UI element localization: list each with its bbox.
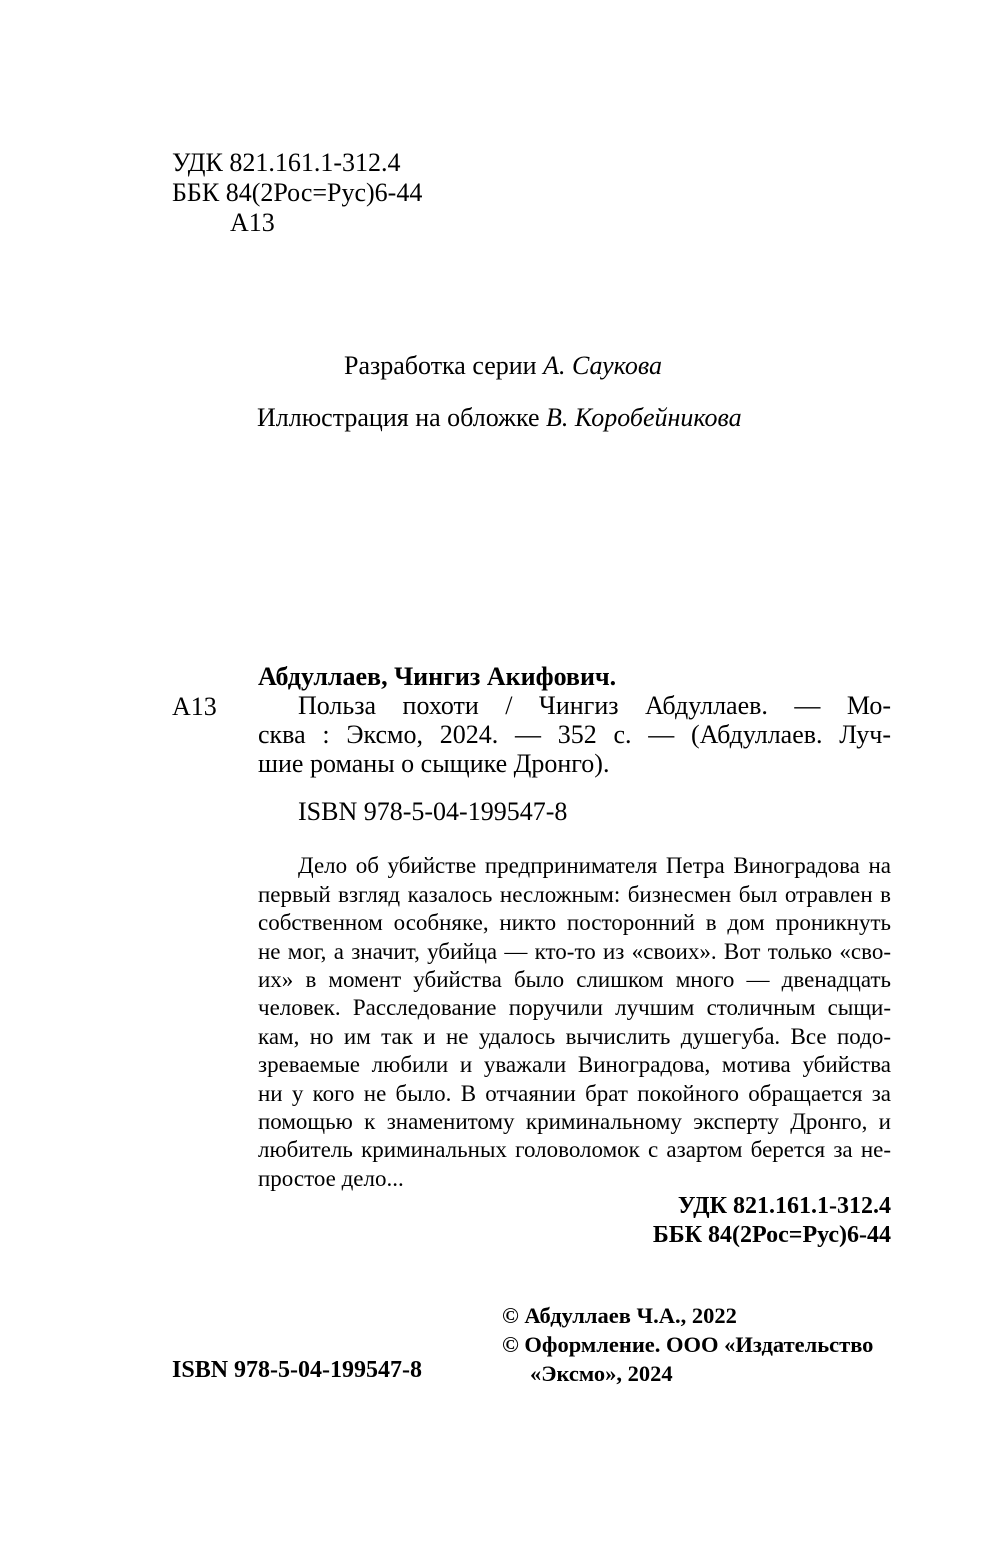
bbk-code-bold: ББК 84(2Рос=Рус)6-44 bbox=[652, 1222, 891, 1248]
udk-code-bold: УДК 821.161.1-312.4 bbox=[677, 1193, 891, 1219]
annotation-line-7: кам, но им так и не удалось вычислить душегуба. Все подо- bbox=[258, 1024, 891, 1049]
series-credit-author: А. Саукова bbox=[543, 351, 662, 380]
isbn-bottom: ISBN 978-5-04-199547-8 bbox=[172, 1357, 422, 1383]
series-credit bbox=[344, 351, 662, 381]
annotation-line-4: не мог, а значит, убийца — кто-то из «своих». Вот только «сво- bbox=[258, 939, 891, 964]
annotation-line-2: первый взгляд казалось несложным: бизнесмен был отравлен в bbox=[258, 882, 891, 907]
annotation-line-8: зреваемые любили и уважали Виноградова, мотива убийства bbox=[258, 1052, 891, 1077]
annotation-line-6: человек. Расследование поручили лучшим столичным сыщи- bbox=[258, 995, 891, 1020]
annotation-line-9: ни у кого не было. В отчаянии брат покойного обращается за bbox=[258, 1081, 891, 1106]
series-credit-prefix: Разработка серии bbox=[344, 351, 544, 380]
bib-line-2: сква : Эксмо, 2024. — 352 с. — (Абдуллаев. Луч- bbox=[258, 720, 891, 749]
copyright-author: © Абдуллаев Ч.А., 2022 bbox=[502, 1303, 737, 1328]
cover-credit-prefix: Иллюстрация на обложке bbox=[257, 403, 547, 432]
annotation-line-11: любитель криминальных головоломок с азартом берется за не- bbox=[258, 1137, 891, 1162]
annotation-line-5: их» в момент убийства было слишком много — двенадцать bbox=[258, 967, 891, 992]
author-sign: А13 bbox=[230, 208, 275, 237]
bib-margin-code: А13 bbox=[172, 692, 217, 721]
cover-credit bbox=[257, 403, 742, 433]
annotation-line-12: простое дело... bbox=[258, 1166, 404, 1191]
udk-code: УДК 821.161.1-312.4 bbox=[172, 148, 401, 177]
bib-isbn: ISBN 978-5-04-199547-8 bbox=[298, 797, 568, 826]
annotation-line-10: помощью к знаменитому криминальному эксперту Дронго, и bbox=[258, 1109, 891, 1134]
copyright-design: © Оформление. ООО «Издательство bbox=[502, 1332, 874, 1357]
cover-credit-author: В. Коробейникова bbox=[546, 403, 742, 432]
copyright-design-continued: «Эксмо», 2024 bbox=[530, 1361, 673, 1386]
bib-line-1: Польза похоти / Чингиз Абдуллаев. — Мо- bbox=[298, 691, 891, 720]
annotation-line-1: Дело об убийстве предпринимателя Петра Виноградова на bbox=[298, 853, 891, 878]
annotation-line-3: собственном особняке, никто посторонний в дом проникнуть bbox=[258, 910, 891, 935]
bib-line-3: шие романы о сыщике Дронго). bbox=[258, 749, 610, 778]
bbk-code: ББК 84(2Рос=Рус)6-44 bbox=[172, 178, 423, 207]
bib-author: Абдуллаев, Чингиз Акифович. bbox=[258, 662, 617, 691]
